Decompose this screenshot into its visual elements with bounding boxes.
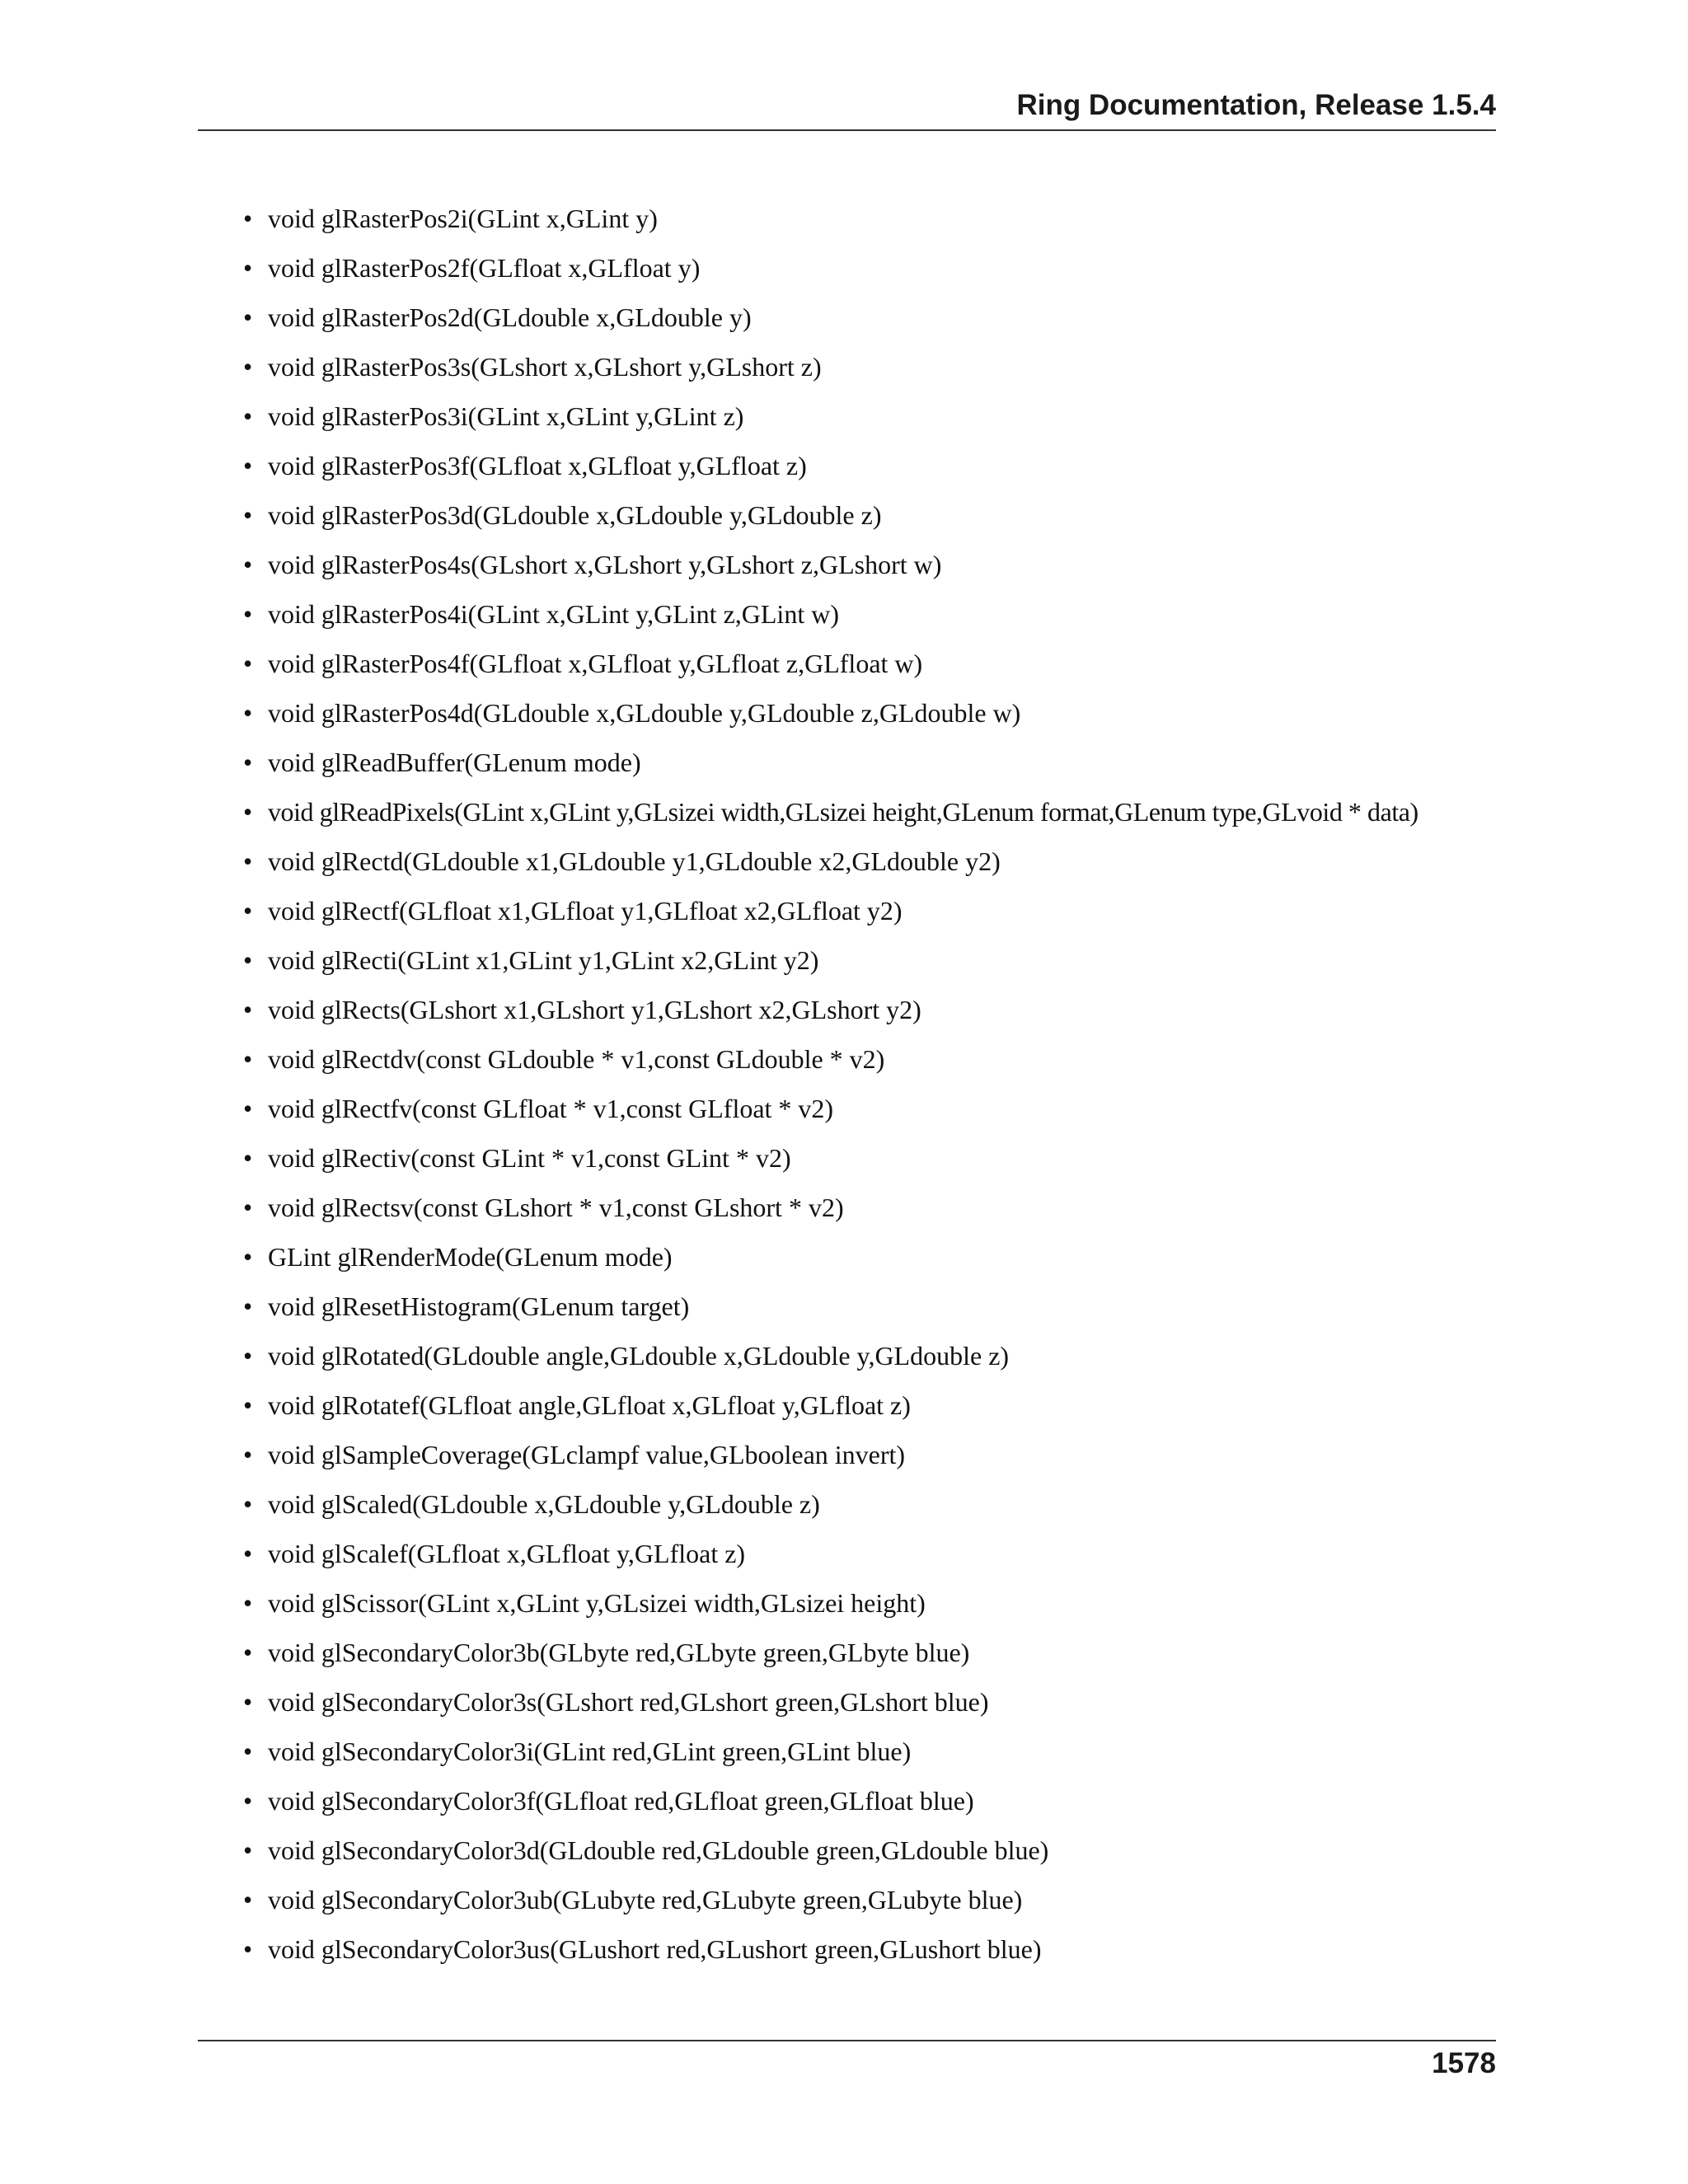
bullet-icon: • <box>243 846 253 876</box>
bullet-icon: • <box>243 896 253 926</box>
bullet-icon: • <box>243 1638 253 1667</box>
function-signature: void glSecondaryColor3b(GLbyte red,GLbyte green,GLbyte blue) <box>268 1638 970 1667</box>
bullet-icon: • <box>243 1341 253 1371</box>
list-item <box>243 589 1529 639</box>
list-item <box>243 1232 1529 1282</box>
bullet-icon: • <box>243 995 253 1024</box>
bullet-icon: • <box>243 1885 253 1915</box>
bullet-icon: • <box>243 1588 253 1618</box>
bullet-icon: • <box>243 1687 253 1717</box>
function-signature: void glRectdv(const GLdouble * v1,const GLdouble * v2) <box>268 1044 885 1074</box>
function-signature: GLint glRenderMode(GLenum mode) <box>268 1242 673 1272</box>
list-item <box>243 490 1529 540</box>
bullet-icon: • <box>243 1242 253 1272</box>
list-item <box>243 738 1529 787</box>
list-item <box>243 1331 1529 1380</box>
function-signature: void glRects(GLshort x1,GLshort y1,GLshort x2,GLshort y2) <box>268 995 921 1024</box>
function-signature: void glRotatef(GLfloat angle,GLfloat x,GLfloat y,GLfloat z) <box>268 1390 911 1420</box>
function-signature: void glSampleCoverage(GLclampf value,GLboolean invert) <box>268 1440 906 1469</box>
function-signature: void glSecondaryColor3s(GLshort red,GLshort green,GLshort blue) <box>268 1687 989 1717</box>
bullet-icon: • <box>243 550 253 579</box>
list-item <box>243 1924 1529 1974</box>
list-item <box>243 1430 1529 1479</box>
function-signature: void glSecondaryColor3d(GLdouble red,GLdouble green,GLdouble blue) <box>268 1835 1049 1865</box>
function-signature: void glRectiv(const GLint * v1,const GLint * v2) <box>268 1143 791 1173</box>
bullet-icon: • <box>243 599 253 629</box>
list-item <box>243 787 1529 837</box>
footer-divider <box>198 2040 1496 2041</box>
bullet-icon: • <box>243 1390 253 1420</box>
bullet-icon: • <box>243 302 253 332</box>
function-signature: void glReadBuffer(GLenum mode) <box>268 748 641 777</box>
list-item <box>243 1776 1529 1825</box>
bullet-icon: • <box>243 748 253 777</box>
function-signature: void glResetHistogram(GLenum target) <box>268 1291 690 1321</box>
bullet-icon: • <box>243 1291 253 1321</box>
list-item <box>243 886 1529 935</box>
list-item <box>243 1529 1529 1578</box>
list-item <box>243 342 1529 391</box>
function-signature: void glRasterPos2i(GLint x,GLint y) <box>268 204 658 233</box>
list-item <box>243 837 1529 886</box>
function-signature: void glRectf(GLfloat x1,GLfloat y1,GLfloat x2,GLfloat y2) <box>268 896 903 926</box>
list-item <box>243 1578 1529 1628</box>
bullet-icon: • <box>243 1835 253 1865</box>
bullet-icon: • <box>243 1440 253 1469</box>
function-signature: void glRectfv(const GLfloat * v1,const GLfloat * v2) <box>268 1094 834 1123</box>
function-signature: void glRectsv(const GLshort * v1,const GLshort * v2) <box>268 1193 844 1222</box>
list-item <box>243 1677 1529 1727</box>
function-signature: void glSecondaryColor3i(GLint red,GLint green,GLint blue) <box>268 1736 912 1766</box>
function-signature: void glRecti(GLint x1,GLint y1,GLint x2,GLint y2) <box>268 945 819 975</box>
bullet-icon: • <box>243 945 253 975</box>
bullet-icon: • <box>243 1044 253 1074</box>
function-signature: void glRectd(GLdouble x1,GLdouble y1,GLdouble x2,GLdouble y2) <box>268 846 1001 876</box>
list-item <box>243 1084 1529 1133</box>
bullet-icon: • <box>243 1143 253 1173</box>
function-signature: void glReadPixels(GLint x,GLint y,GLsizei width,GLsizei height,GLenum format,GLenum type,GLvoid * data) <box>268 797 1418 827</box>
list-item <box>243 441 1529 490</box>
bullet-icon: • <box>243 401 253 431</box>
list-item <box>243 688 1529 738</box>
bullet-icon: • <box>243 352 253 382</box>
list-item <box>243 935 1529 985</box>
list-item <box>243 1133 1529 1183</box>
function-signature: void glRasterPos3s(GLshort x,GLshort y,GLshort z) <box>268 352 822 382</box>
function-signature: void glSecondaryColor3f(GLfloat red,GLfloat green,GLfloat blue) <box>268 1786 974 1816</box>
function-signature: void glRasterPos3f(GLfloat x,GLfloat y,GLfloat z) <box>268 451 807 480</box>
bullet-icon: • <box>243 500 253 530</box>
list-item <box>243 1282 1529 1331</box>
list-item <box>243 985 1529 1034</box>
function-signature: void glScaled(GLdouble x,GLdouble y,GLdouble z) <box>268 1489 820 1519</box>
bullet-icon: • <box>243 1736 253 1766</box>
list-item <box>243 1727 1529 1776</box>
bullet-icon: • <box>243 698 253 728</box>
bullet-icon: • <box>243 1094 253 1123</box>
list-item <box>243 1380 1529 1430</box>
function-list <box>243 194 1529 1974</box>
list-item <box>243 293 1529 342</box>
running-header-title: Ring Documentation, Release 1.5.4 <box>1016 89 1496 121</box>
list-item <box>243 1875 1529 1924</box>
bullet-icon: • <box>243 204 253 233</box>
bullet-icon: • <box>243 1934 253 1964</box>
function-signature: void glRasterPos3i(GLint x,GLint y,GLint z) <box>268 401 744 431</box>
list-item <box>243 1183 1529 1232</box>
list-item <box>243 1034 1529 1084</box>
bullet-icon: • <box>243 649 253 678</box>
list-item <box>243 1479 1529 1529</box>
list-item <box>243 243 1529 293</box>
function-signature: void glRasterPos4i(GLint x,GLint y,GLint z,GLint w) <box>268 599 839 629</box>
bullet-icon: • <box>243 253 253 283</box>
function-signature: void glSecondaryColor3ub(GLubyte red,GLubyte green,GLubyte blue) <box>268 1885 1023 1915</box>
function-signature: void glRotated(GLdouble angle,GLdouble x,GLdouble y,GLdouble z) <box>268 1341 1010 1371</box>
function-signature: void glRasterPos2f(GLfloat x,GLfloat y) <box>268 253 701 283</box>
list-item <box>243 540 1529 589</box>
bullet-icon: • <box>243 1489 253 1519</box>
function-signature: void glSecondaryColor3us(GLushort red,GLushort green,GLushort blue) <box>268 1934 1042 1964</box>
list-item <box>243 1825 1529 1875</box>
list-item <box>243 391 1529 441</box>
function-signature: void glScalef(GLfloat x,GLfloat y,GLfloat z) <box>268 1539 746 1568</box>
page-number: 1578 <box>1432 2047 1496 2079</box>
function-signature: void glRasterPos4d(GLdouble x,GLdouble y,GLdouble z,GLdouble w) <box>268 698 1021 728</box>
bullet-icon: • <box>243 1786 253 1816</box>
header-divider <box>198 129 1496 131</box>
function-signature: void glRasterPos2d(GLdouble x,GLdouble y) <box>268 302 752 332</box>
bullet-icon: • <box>243 451 253 480</box>
bullet-icon: • <box>243 797 252 827</box>
bullet-icon: • <box>243 1539 253 1568</box>
function-signature: void glRasterPos4s(GLshort x,GLshort y,GLshort z,GLshort w) <box>268 550 942 579</box>
list-item <box>243 194 1529 243</box>
function-signature: void glScissor(GLint x,GLint y,GLsizei width,GLsizei height) <box>268 1588 926 1618</box>
bullet-icon: • <box>243 1193 253 1222</box>
list-item <box>243 1628 1529 1677</box>
function-signature: void glRasterPos3d(GLdouble x,GLdouble y,GLdouble z) <box>268 500 882 530</box>
list-item <box>243 639 1529 688</box>
function-signature: void glRasterPos4f(GLfloat x,GLfloat y,GLfloat z,GLfloat w) <box>268 649 923 678</box>
